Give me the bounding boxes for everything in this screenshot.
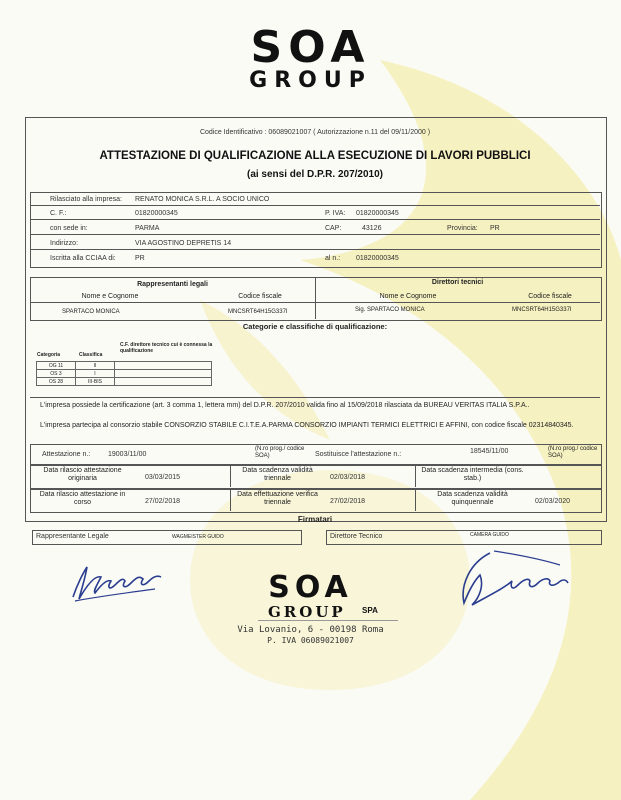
dir-cell: [115, 378, 212, 386]
sede-value: PARMA: [135, 225, 160, 232]
legali-header: Rappresentanti legali: [137, 281, 208, 288]
d2-label: Data scadenza validità triennale: [242, 467, 313, 482]
cf-label: C. F.:: [50, 210, 67, 217]
d4-value: 27/02/2018: [145, 498, 181, 505]
firmatari-header: Firmatari: [297, 515, 333, 524]
sede-label: con sede in:: [50, 225, 88, 232]
cls-cell: II: [76, 362, 115, 370]
document-title: ATTESTAZIONE DI QUALIFICAZIONE ALLA ESECUZIONE DI LAVORI PUBBLICI: [99, 150, 531, 162]
sostituisce-value: 18545/11/00: [470, 448, 509, 455]
d5-value: 27/02/2018: [330, 498, 366, 505]
categorie-header: Categorie e classifiche di qualificazione:: [242, 322, 388, 331]
attestazione-n-label: Attestazione n.:: [42, 451, 91, 458]
cls-cell: III-BIS: [76, 378, 115, 386]
indirizzo-label: Indirizzo:: [50, 240, 79, 247]
cat-cell: OS 3: [37, 370, 76, 378]
cap-label: CAP:: [325, 225, 342, 232]
cat-cell: OS 28: [37, 378, 76, 386]
d3-label: Data scadenza intermedia (cons. stab.): [421, 467, 524, 482]
piva-value: 01820000345: [356, 210, 399, 217]
piva-label: P. IVA:: [325, 210, 346, 217]
dir-cell: [115, 370, 212, 378]
d1-label: Data rilascio attestazione originaria: [43, 467, 122, 482]
sostituisce-label: Sostituisce l'attestazione n.:: [315, 451, 402, 458]
footer-address: Via Lovanio, 6 - 00198 Roma: [237, 625, 384, 635]
aln-value: 01820000345: [356, 255, 399, 262]
aln-label: al n.:: [325, 255, 341, 262]
d6-label: Data scadenza validità quinquennale: [437, 491, 508, 506]
d4-label: Data rilascio attestazione in corso: [39, 491, 126, 506]
soa-logo: SOA: [250, 22, 371, 73]
cap-value: 43126: [362, 225, 382, 232]
cciaa-label: Iscritta alla CCIAA di:: [50, 255, 116, 262]
indirizzo-value: VIA AGOSTINO DEPRETIS 14: [135, 240, 232, 247]
rilasciato-value: RENATO MONICA S.R.L. A SOCIO UNICO: [135, 196, 270, 203]
d1-value: 03/03/2015: [145, 474, 181, 481]
group-logo-text: GROUP: [249, 68, 372, 93]
nota-consorzio: L'impresa partecipa al consorzio stabile CONSORZIO STABILE C.I.T.E.A.PARMA CONSORZIO IMPIANTI TERMICI ELETTRICI E AFFINI, con codice fiscale 02314840345.: [40, 422, 574, 429]
footer-spa-text: SPA: [362, 606, 378, 615]
provincia-value: PR: [490, 225, 500, 232]
legali-nome-header: Nome e Cognome: [81, 293, 139, 300]
codice-identificativo: Codice Identificativo : 06089021007 ( Autorizzazione n.11 del 09/11/2000 ): [199, 129, 431, 136]
cls-cell: I: [76, 370, 115, 378]
nro-prog-label: (N.ro prog./ codice SOA): [255, 446, 305, 459]
d6-value: 02/03/2020: [535, 498, 571, 505]
legali-cf-header: Codice fiscale: [238, 293, 282, 300]
firma-legale-label: Rappresentante Legale: [36, 533, 109, 540]
col-direttore: C.F. direttore tecnico cui è connessa la qualificazione: [120, 342, 213, 354]
provincia-label: Provincia:: [447, 225, 478, 232]
categories-table: [36, 361, 212, 386]
firma-tecnico-value: CAMERA GUIDO: [470, 532, 509, 538]
firma-tecnico-label: Direttore Tecnico: [330, 533, 383, 540]
cf-value: 01820000345: [135, 210, 178, 217]
legale-name: SPARTACO MONICA: [62, 309, 120, 315]
rilasciato-label: Rilasciato alla impresa:: [50, 196, 122, 203]
firma-legale-value: WAGMEISTER GUIDO: [172, 534, 224, 540]
cciaa-value: PR: [135, 255, 145, 262]
dir-cell: [115, 362, 212, 370]
d5-label: Data effettuazione verifica triennale: [237, 491, 318, 506]
footer-soa-logo: SOA: [268, 570, 353, 605]
col-classifica: Classifica: [79, 352, 103, 358]
table-row: [37, 362, 212, 370]
footer-group-text: GROUP: [268, 603, 346, 621]
table-row: [37, 370, 212, 378]
tecnici-nome-header: Nome e Cognome: [379, 293, 437, 300]
footer-piva: P. IVA 06089021007: [267, 636, 354, 645]
tecnico-cf: MNCSRT64H15G337I: [512, 307, 572, 313]
cat-cell: OG 11: [37, 362, 76, 370]
document-subtitle: (ai sensi del D.P.R. 207/2010): [246, 169, 383, 180]
nota-certificazione: L'impresa possiede la certificazione (art. 3 comma 1, lettera mm) del D.P.R. 207/2010 valida fino al 15/09/2018 rilasciata da BUREAU VERITAS ITALIA S.P.A..: [40, 402, 530, 409]
col-categoria: Categoria: [37, 352, 61, 358]
legale-cf: MNCSRT64H15G337I: [228, 309, 288, 315]
tecnici-cf-header: Codice fiscale: [528, 293, 572, 300]
tecnici-header: Direttori tecnici: [431, 279, 484, 286]
attestazione-n-value: 19003/11/00: [108, 451, 147, 458]
tecnico-name: Sig. SPARTACO MONICA: [355, 307, 425, 313]
table-row: [37, 378, 212, 386]
nro-prog-label-2: (N.ro prog./ codice SOA): [548, 446, 598, 459]
d2-value: 02/03/2018: [330, 474, 366, 481]
